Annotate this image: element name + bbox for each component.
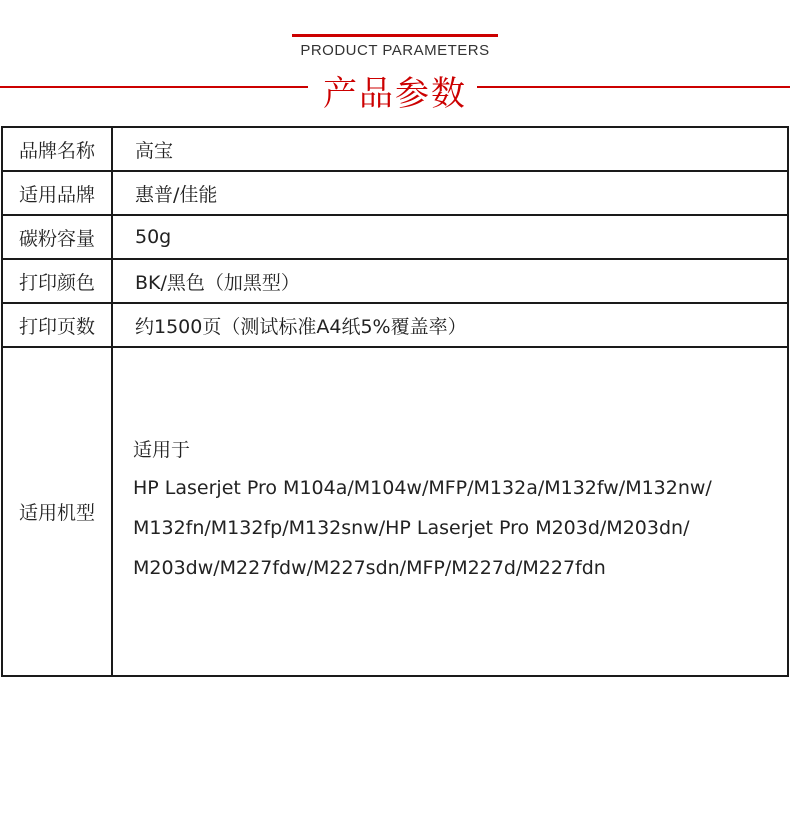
spec-table	[1, 126, 789, 677]
header-accent-bar	[292, 34, 498, 37]
header-english-title: PRODUCT PARAMETERS	[300, 42, 490, 59]
spec-row-compatible-brand	[2, 171, 788, 215]
models-intro: 适用于	[133, 439, 191, 461]
spec-value: 高宝	[112, 127, 788, 171]
spec-value: 惠普/佳能	[112, 171, 788, 215]
spec-label: 碳粉容量	[2, 215, 112, 259]
models-line: HP Laserjet Pro M104a/M104w/MFP/M132a/M132fw/M132nw/	[133, 477, 712, 499]
spec-row-brand	[2, 127, 788, 171]
spec-row-page-yield	[2, 303, 788, 347]
spec-label: 适用机型	[2, 347, 112, 676]
spec-value: 50g	[112, 215, 788, 259]
spec-row-compatible-models	[2, 347, 788, 676]
models-line: M132fn/M132fp/M132snw/HP Laserjet Pro M203d/M203dn/	[133, 517, 690, 539]
spec-label: 适用品牌	[2, 171, 112, 215]
spec-label: 打印页数	[2, 303, 112, 347]
models-cell	[112, 347, 788, 676]
header-divider-right	[477, 86, 790, 88]
spec-label: 打印颜色	[2, 259, 112, 303]
spec-label: 品牌名称	[2, 127, 112, 171]
header-chinese-title: 产品参数	[323, 74, 467, 114]
models-line: M203dw/M227fdw/M227sdn/MFP/M227d/M227fdn	[133, 557, 606, 579]
section-header	[0, 0, 790, 120]
spec-value: 约1500页（测试标准A4纸5%覆盖率）	[112, 303, 788, 347]
spec-row-print-color	[2, 259, 788, 303]
spec-value: BK/黑色（加黑型）	[112, 259, 788, 303]
spec-row-toner-capacity	[2, 215, 788, 259]
